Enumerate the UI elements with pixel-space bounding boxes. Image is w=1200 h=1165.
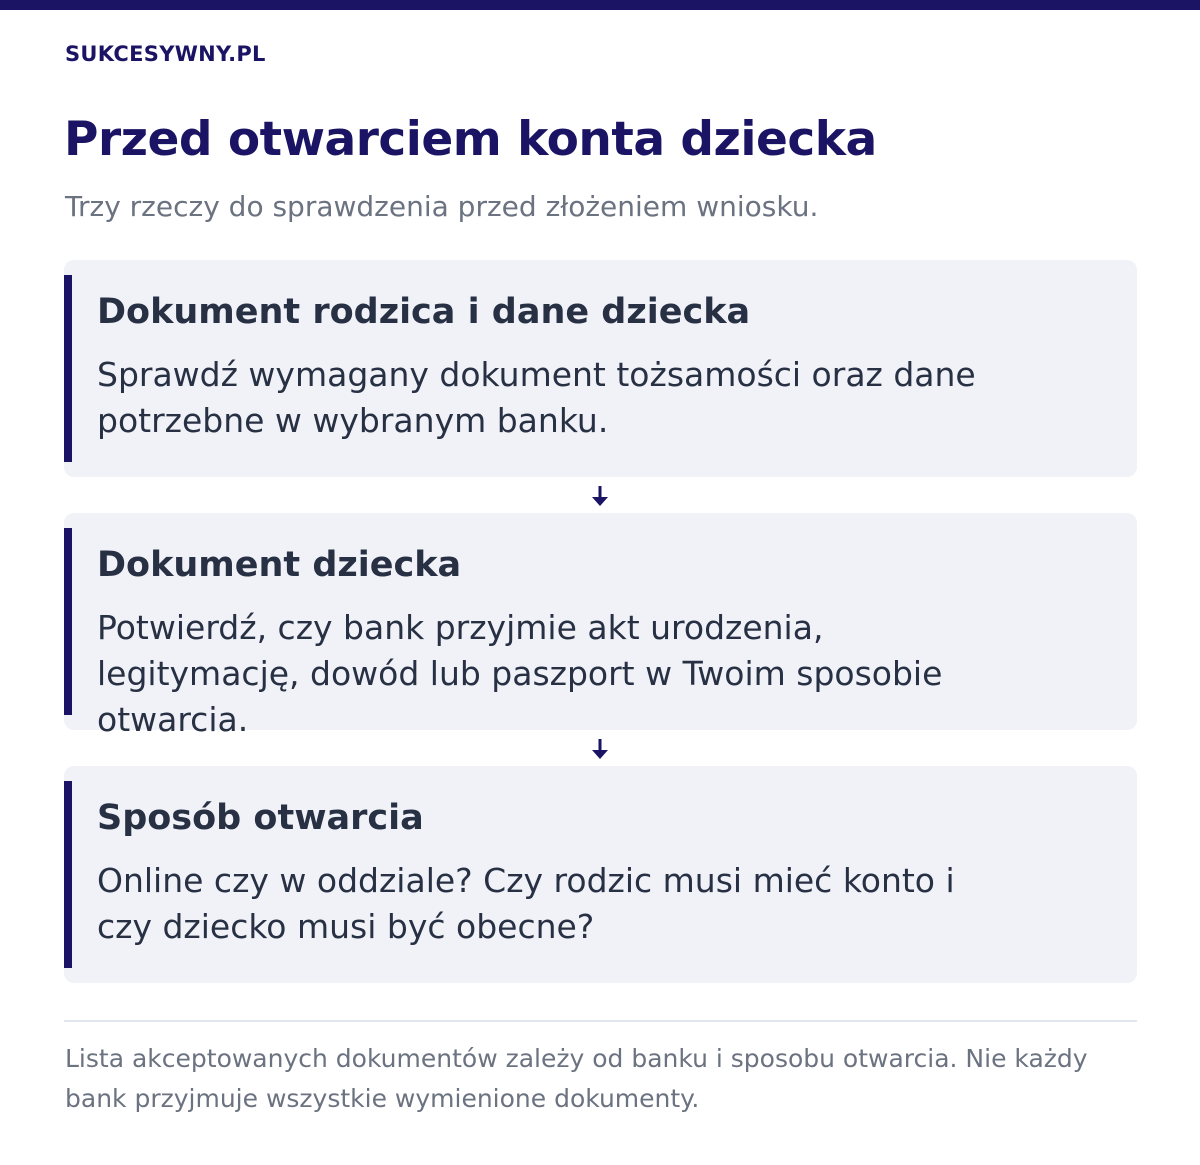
step-description: Potwierdź, czy bank przyjmie akt urodzenia, legitymację, dowód lub paszport w Twoim sposobie otwarcia. [97, 608, 943, 739]
step-card-3 [64, 766, 1137, 983]
step-card-1 [64, 260, 1137, 477]
arrow-down-icon [589, 738, 611, 760]
page-subtitle: Trzy rzeczy do sprawdzenia przed złożeniem wniosku. [65, 190, 819, 223]
brand-name: SUKCESYWNY.PL [65, 42, 266, 66]
step-card-2 [64, 513, 1137, 739]
step-card-accent [64, 781, 72, 968]
step-description: Sprawdź wymagany dokument tożsamości oraz dane potrzebne w wybranym banku. [97, 355, 976, 440]
step-card-accent [64, 528, 72, 715]
step-card-accent [64, 275, 72, 462]
step-title: Dokument rodzica i dane dziecka [97, 292, 751, 332]
footer-divider [64, 1020, 1137, 1022]
step-description: Online czy w oddziale? Czy rodzic musi mieć konto i czy dziecko musi być obecne? [97, 861, 955, 946]
page-title: Przed otwarciem konta dziecka [64, 112, 877, 167]
step-title: Sposób otwarcia [97, 798, 424, 838]
step-title: Dokument dziecka [97, 545, 462, 585]
footer-note: Lista akceptowanych dokumentów zależy od banku i sposobu otwarcia. Nie każdy bank przyjmuje wszystkie wymienione dokumenty. [65, 1044, 1088, 1113]
arrow-down-icon [589, 485, 611, 507]
top-accent-bar [0, 0, 1200, 10]
